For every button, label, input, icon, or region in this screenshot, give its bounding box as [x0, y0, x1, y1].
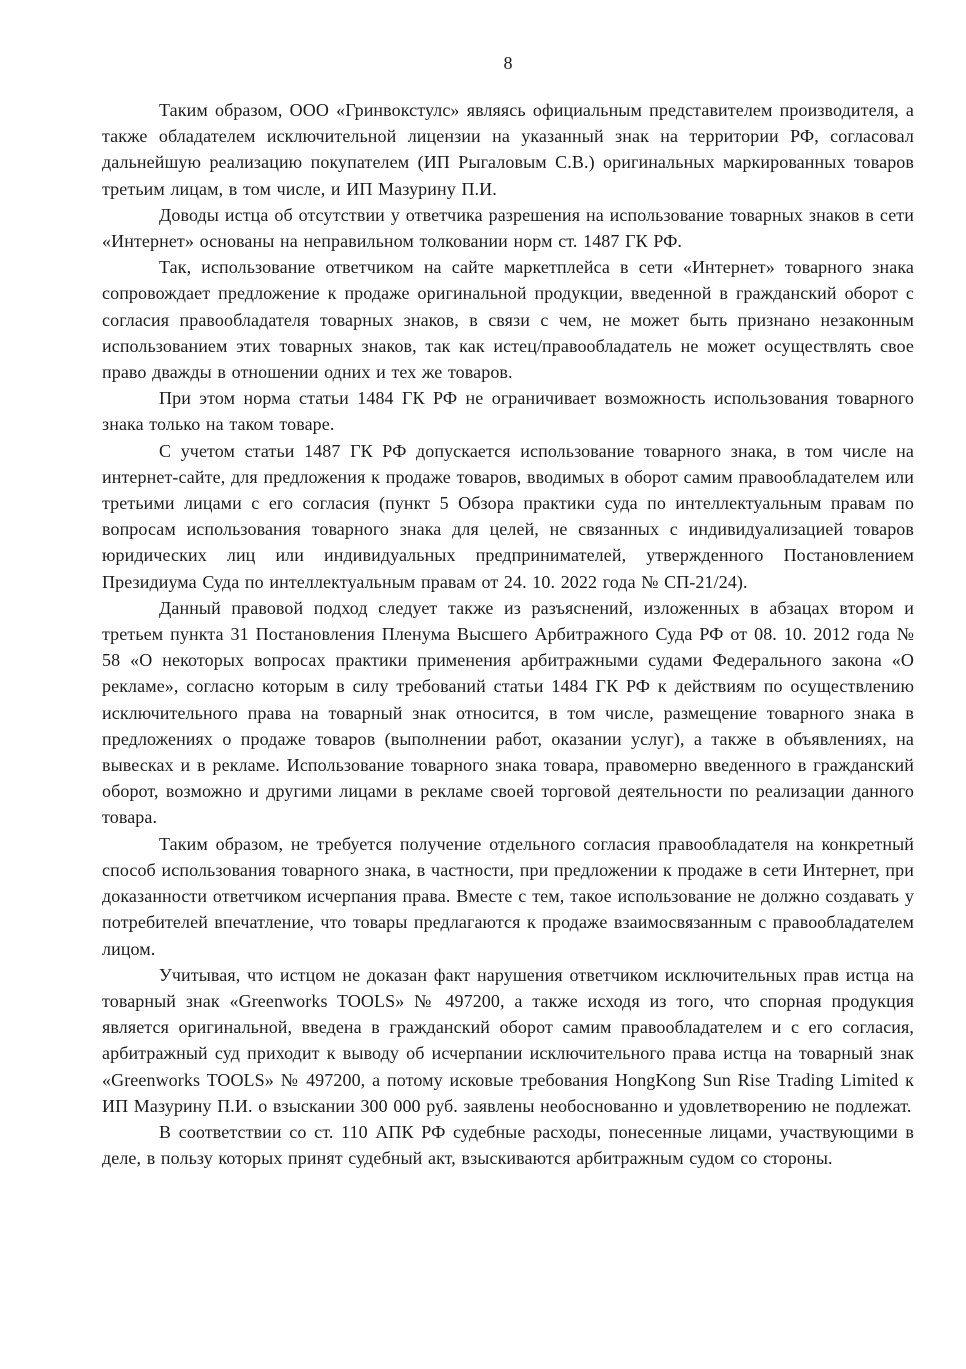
page-number: 8 [503, 53, 513, 73]
paragraph-dovody-istca: Доводы истца об отсутствии у ответчика разрешения на использование товарных знаков в сети «Интернет» основаны на неправильном толковании норм ст. 1487 ГК РФ. [102, 204, 914, 252]
paragraph-uchityvaya-ischerpanie: Учитывая, что истцом не доказан факт нарушения ответчиком исключительных прав истца на товарный знак «Greenworks TOOLS» № 497200, а также исходя из того, что спорная продукция является оригинальной, введена в гражданский оборот самим правообладателем и с его согласия, арбитражный суд приходит к выводу об исчерпании исключительного права истца на товарный знак «Greenworks TOOLS» № 497200, а потому исковые требования HongKong Sun Rise Trading Limited к ИП Мазурину П.И. о взыскании 300 000 руб. заявлены необоснованно и удовлетворению не подлежат. [102, 964, 914, 1116]
paragraph-pri-etom-norma-1484: При этом норма статьи 1484 ГК РФ не ограничивает возможность использования товарного знака только на таком товаре. [102, 388, 914, 435]
paragraph-dannyj-pravovoj-podhod: Данный правовой подход следует также из разъяснений, изложенных в абзацах втором и третьем пункта 31 Постановления Пленума Высшего Арбитражного Суда РФ от 08. 10. 2012 года № 58 «О некоторых вопросах практики применения арбитражными судами Федерального закона «О рекламе», согласно которым в силу требований статьи 1484 ГК РФ к действиям по осуществлению исключительного права на товарный знак относится, в том числе, размещение товарного знака в предложениях о продаже товаров (выполнении работ, оказании услуг), а также в объявлениях, на вывесках и в рекламе. Использование товарного знака товара, правомерно введенного в гражданский оборот, возможно и другими лицами в рекламе своей торговой деятельности по реализации данного товара. [102, 597, 914, 828]
document-body [102, 97, 914, 1171]
paragraph-tak-ispolzovanie: Так, использование ответчиком на сайте маркетплейса в сети «Интернет» товарного знака сопровождает предложение к продаже оригинальной продукции, введенной в гражданский оборот с согласия правообладателя товарных знаков, в связи с чем, не может быть признано незаконным использованием этих товарных знаков, так как истец/правообладатель не может осуществлять свое право дважды в отношении одних и тех же товаров. [102, 257, 914, 383]
paragraph-s-uchetom-1487: С учетом статьи 1487 ГК РФ допускается использование товарного знака, в том числе на интернет-сайте, для предложения к продаже товаров, вводимых в оборот самим правообладателем или третьими лицами с его согласия (пункт 5 Обзора практики суда по интеллектуальным правам по вопросам использования товарного знака для целей, не связанных с индивидуализацией товаров юридических лиц или индивидуальных предпринимателей, утвержденного Постановлением Президиума Суда по интеллектуальным правам от 24. 10. 2022 года № СП-21/24). [102, 440, 914, 592]
paragraph-st-110-apk: В соответствии со ст. 110 АПК РФ судебные расходы, понесенные лицами, участвующими в деле, в пользу которых принят судебный акт, взыскиваются арбитражным судом со стороны. [102, 1121, 914, 1169]
paragraph-takim-obrazom-greenworks: Таким образом, ООО «Гринвокстулс» являясь официальным представителем производителя, а также обладателем исключительной лицензии на указанный знак на территории РФ, согласовал дальнейшую реализацию покупателем (ИП Рыгаловым С.В.) оригинальных маркированных товаров третьим лицам, в том числе, и ИП Мазурину П.И. [102, 100, 914, 199]
paragraph-ne-trebuetsya-soglasie: Таким образом, не требуется получение отдельного согласия правообладателя на конкретный способ использования товарного знака, в частности, при предложении к продаже в сети Интернет, при доказанности ответчиком исчерпания права. Вместе с тем, такое использование не должно создавать у потребителей впечатление, что товары предлагаются к продаже взаимосвязанным с правообладателем лицом. [102, 833, 914, 959]
